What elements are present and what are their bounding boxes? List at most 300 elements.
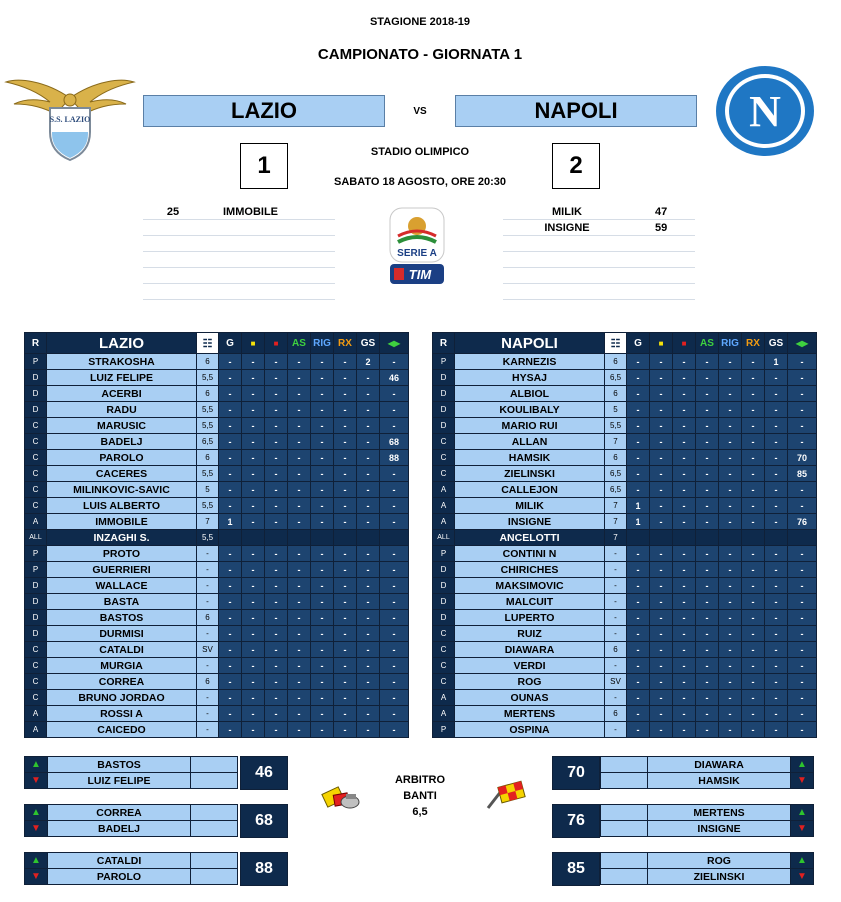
player-role: A — [433, 482, 455, 498]
player-role: C — [433, 450, 455, 466]
yellow-card-icon: ■ — [242, 333, 265, 354]
player-stat: - — [288, 562, 311, 578]
player-stat: - — [334, 386, 357, 402]
player-stat: - — [719, 706, 742, 722]
player-vote: 7 — [197, 514, 219, 530]
player-stat: - — [334, 610, 357, 626]
table-row — [25, 594, 409, 610]
player-stat: - — [765, 658, 788, 674]
player-vote: - — [197, 722, 219, 738]
player-stat: - — [288, 626, 311, 642]
player-stat: - — [696, 514, 719, 530]
player-role: D — [433, 594, 455, 610]
player-stat: - — [380, 562, 409, 578]
player-role: P — [433, 722, 455, 738]
player-stat: - — [742, 450, 765, 466]
player-stat: - — [673, 706, 696, 722]
player-vote: - — [605, 578, 627, 594]
table-row — [433, 594, 817, 610]
player-stat: - — [219, 482, 242, 498]
player-stat: - — [742, 674, 765, 690]
player-vote: - — [197, 626, 219, 642]
player-role: C — [25, 498, 47, 514]
player-stat: - — [788, 402, 817, 418]
player-stat: - — [242, 386, 265, 402]
player-stat: - — [742, 594, 765, 610]
player-stat: - — [357, 706, 380, 722]
player-stat: - — [719, 562, 742, 578]
player-name: ACERBI — [47, 386, 197, 402]
player-stat: - — [357, 642, 380, 658]
player-vote: 5 — [605, 402, 627, 418]
player-stat: - — [311, 466, 334, 482]
away-sub-1 — [552, 756, 816, 790]
away-score: 2 — [552, 143, 600, 189]
player-role: D — [25, 626, 47, 642]
player-stat: - — [627, 594, 650, 610]
player-stat: - — [357, 546, 380, 562]
player-stat: - — [242, 354, 265, 370]
player-vote: 6 — [197, 354, 219, 370]
player-stat: - — [311, 386, 334, 402]
col-missed: RX — [742, 333, 765, 354]
player-stat: - — [265, 674, 288, 690]
player-stat: - — [696, 626, 719, 642]
player-stat: - — [380, 706, 409, 722]
player-stat: - — [650, 498, 673, 514]
player-role: C — [25, 482, 47, 498]
away-scorers-table — [503, 204, 695, 300]
player-stat: - — [334, 722, 357, 738]
player-stat: - — [219, 370, 242, 386]
player-stat: - — [219, 706, 242, 722]
player-stat: - — [627, 386, 650, 402]
player-stat: - — [265, 706, 288, 722]
player-name: CORREA — [47, 674, 197, 690]
player-name: CACERES — [47, 466, 197, 482]
player-stat: - — [650, 466, 673, 482]
player-stat: - — [765, 674, 788, 690]
player-stat: - — [242, 690, 265, 706]
player-stat: - — [765, 722, 788, 738]
player-stat: - — [627, 370, 650, 386]
player-stat: - — [650, 354, 673, 370]
player-vote: 6,5 — [605, 482, 627, 498]
table-row — [25, 418, 409, 434]
sub-in-name: ROG — [648, 853, 791, 869]
player-stat: - — [357, 722, 380, 738]
player-vote: 6 — [197, 674, 219, 690]
player-stat: - — [627, 354, 650, 370]
player-stat: - — [288, 642, 311, 658]
player-stat: - — [265, 418, 288, 434]
player-stat: - — [719, 370, 742, 386]
player-stat: - — [380, 690, 409, 706]
player-stat: - — [219, 434, 242, 450]
player-stat: - — [742, 722, 765, 738]
player-stat: - — [696, 674, 719, 690]
player-stat: - — [650, 674, 673, 690]
player-vote: 6 — [197, 386, 219, 402]
referee-whistle-icon — [318, 776, 364, 816]
player-stat: - — [742, 402, 765, 418]
player-stat: - — [765, 482, 788, 498]
player-stat: - — [627, 418, 650, 434]
player-vote: SV — [197, 642, 219, 658]
player-stat: - — [288, 402, 311, 418]
player-role: C — [25, 690, 47, 706]
player-stat: - — [357, 482, 380, 498]
player-vote: 5,5 — [197, 370, 219, 386]
sub-in-icon: ▲ — [791, 805, 814, 821]
player-stat: - — [288, 514, 311, 530]
player-stat: - — [357, 674, 380, 690]
player-stat: - — [673, 466, 696, 482]
player-stat: - — [673, 562, 696, 578]
player-stat: - — [311, 594, 334, 610]
player-stat: - — [334, 690, 357, 706]
match-date: SABATO 18 AGOSTO, ORE 20:30 — [334, 176, 506, 188]
player-role: A — [433, 690, 455, 706]
player-stat: - — [627, 674, 650, 690]
player-name: ROSSI A — [47, 706, 197, 722]
player-stat: - — [288, 418, 311, 434]
player-name: OUNAS — [455, 690, 605, 706]
sub-in-name: DIAWARA — [648, 757, 791, 773]
red-card-icon: ■ — [265, 333, 288, 354]
player-vote: - — [197, 578, 219, 594]
player-stat: 1 — [627, 498, 650, 514]
player-vote: 5,5 — [605, 418, 627, 434]
player-stat: 85 — [788, 466, 817, 482]
player-role: D — [25, 578, 47, 594]
table-row — [25, 626, 409, 642]
player-stat: - — [673, 386, 696, 402]
player-stat: - — [265, 722, 288, 738]
player-stat: - — [311, 578, 334, 594]
player-stat: - — [242, 594, 265, 610]
player-name: MALCUIT — [455, 594, 605, 610]
sub-out-name: HAMSIK — [648, 773, 791, 789]
player-stat: - — [242, 482, 265, 498]
player-stat: - — [742, 482, 765, 498]
player-stat: - — [288, 434, 311, 450]
season-label: STAGIONE 2018-19 — [369, 16, 471, 28]
player-stat: - — [219, 610, 242, 626]
player-vote: 6 — [605, 386, 627, 402]
player-stat: - — [765, 642, 788, 658]
player-stat: - — [650, 386, 673, 402]
player-name: ZIELINSKI — [455, 466, 605, 482]
table-row — [25, 690, 409, 706]
sub-in-icon: ▲ — [791, 757, 814, 773]
player-stat: - — [765, 706, 788, 722]
player-stat: - — [627, 578, 650, 594]
player-stat: - — [719, 514, 742, 530]
player-stat: - — [288, 498, 311, 514]
player-stat: - — [719, 418, 742, 434]
player-stat: - — [673, 514, 696, 530]
player-stat: - — [311, 706, 334, 722]
player-vote: - — [197, 546, 219, 562]
player-stat: - — [288, 722, 311, 738]
table-row — [433, 578, 817, 594]
player-name: ALBIOL — [455, 386, 605, 402]
player-stat: - — [265, 402, 288, 418]
player-stat: - — [696, 642, 719, 658]
player-name: CHIRICHES — [455, 562, 605, 578]
player-stat: - — [719, 402, 742, 418]
player-stat: - — [788, 658, 817, 674]
sub-in-icon: ▲ — [25, 805, 48, 821]
home-score: 1 — [240, 143, 288, 189]
player-stat: - — [742, 354, 765, 370]
player-vote: 7 — [605, 514, 627, 530]
player-role: D — [25, 402, 47, 418]
table-row — [433, 626, 817, 642]
player-stat: - — [288, 450, 311, 466]
player-name: LUIZ FELIPE — [47, 370, 197, 386]
player-name: CALLEJON — [455, 482, 605, 498]
player-stat: - — [357, 690, 380, 706]
player-stat: - — [765, 386, 788, 402]
sub-in-name: CORREA — [48, 805, 191, 821]
table-row — [433, 690, 817, 706]
player-stat: - — [719, 450, 742, 466]
player-stat: - — [719, 658, 742, 674]
away-lineup-table — [432, 332, 817, 738]
player-stat: - — [311, 626, 334, 642]
player-stat: - — [627, 690, 650, 706]
player-role: D — [433, 402, 455, 418]
coach-role: ALL — [25, 530, 47, 546]
table-row — [25, 562, 409, 578]
table-row — [25, 514, 409, 530]
player-stat: - — [242, 434, 265, 450]
player-stat: - — [265, 578, 288, 594]
coach-name: INZAGHI S. — [47, 530, 197, 546]
player-stat: - — [219, 546, 242, 562]
player-stat: - — [650, 706, 673, 722]
player-stat: - — [696, 594, 719, 610]
player-stat: - — [242, 706, 265, 722]
player-stat: - — [696, 418, 719, 434]
player-vote: - — [605, 722, 627, 738]
player-stat: - — [334, 450, 357, 466]
col-role: R — [25, 333, 47, 354]
player-stat: - — [650, 594, 673, 610]
player-role: P — [433, 354, 455, 370]
player-stat: - — [765, 514, 788, 530]
col-missed: RX — [334, 333, 357, 354]
player-stat: - — [788, 706, 817, 722]
player-name: MILIK — [455, 498, 605, 514]
player-stat: - — [242, 610, 265, 626]
player-vote: 5 — [197, 482, 219, 498]
player-stat: - — [696, 578, 719, 594]
player-stat: - — [219, 722, 242, 738]
player-name: CAICEDO — [47, 722, 197, 738]
player-stat: - — [673, 546, 696, 562]
player-stat: - — [334, 482, 357, 498]
sub-in-name: CATALDI — [48, 853, 191, 869]
player-vote: - — [197, 706, 219, 722]
player-stat: - — [719, 386, 742, 402]
player-name: MARIO RUI — [455, 418, 605, 434]
player-stat: - — [311, 722, 334, 738]
table-header — [433, 333, 817, 354]
sub-out-name: INSIGNE — [648, 821, 791, 837]
player-name: STRAKOSHA — [47, 354, 197, 370]
player-stat: - — [311, 418, 334, 434]
player-stat: - — [788, 594, 817, 610]
player-stat: - — [742, 514, 765, 530]
player-stat: - — [219, 498, 242, 514]
player-stat: - — [788, 674, 817, 690]
player-stat: - — [696, 402, 719, 418]
player-name: MURGIA — [47, 658, 197, 674]
player-stat: - — [311, 674, 334, 690]
player-stat: - — [627, 482, 650, 498]
player-name: RUIZ — [455, 626, 605, 642]
table-header — [25, 333, 409, 354]
player-stat: - — [765, 610, 788, 626]
player-name: MARUSIC — [47, 418, 197, 434]
player-stat: - — [719, 498, 742, 514]
player-role: P — [25, 562, 47, 578]
player-stat: - — [265, 450, 288, 466]
player-stat: - — [219, 626, 242, 642]
player-role: C — [433, 626, 455, 642]
player-stat: - — [219, 562, 242, 578]
player-stat: - — [334, 418, 357, 434]
player-role: C — [433, 674, 455, 690]
player-stat: - — [788, 562, 817, 578]
player-stat: - — [219, 642, 242, 658]
player-stat: - — [265, 514, 288, 530]
sub-out-icon: ▼ — [25, 773, 48, 789]
sub-minute: 85 — [552, 852, 600, 886]
player-name: BASTA — [47, 594, 197, 610]
player-stat: - — [311, 658, 334, 674]
player-role: C — [25, 434, 47, 450]
player-stat: - — [673, 498, 696, 514]
table-row — [25, 402, 409, 418]
player-stat: - — [673, 722, 696, 738]
serie-a-text: SERIE A — [397, 248, 437, 259]
player-stat: - — [242, 418, 265, 434]
scorer-minute: 25 — [143, 204, 203, 220]
scorer-row — [503, 204, 695, 220]
player-stat: - — [311, 546, 334, 562]
player-stat: 1 — [219, 514, 242, 530]
player-stat: - — [357, 498, 380, 514]
player-stat: - — [380, 402, 409, 418]
player-stat: - — [673, 578, 696, 594]
vote-icon: ☷ — [197, 333, 219, 354]
sub-in-icon: ▲ — [25, 853, 48, 869]
player-stat: - — [242, 626, 265, 642]
player-stat: - — [380, 610, 409, 626]
table-row — [25, 466, 409, 482]
player-stat: - — [311, 562, 334, 578]
vote-icon: ☷ — [605, 333, 627, 354]
coach-vote: 7 — [605, 530, 627, 546]
player-stat: - — [742, 386, 765, 402]
player-stat: - — [627, 610, 650, 626]
player-stat: - — [242, 674, 265, 690]
table-row — [433, 722, 817, 738]
player-stat: - — [265, 482, 288, 498]
player-stat: - — [765, 562, 788, 578]
player-name: MAKSIMOVIC — [455, 578, 605, 594]
player-stat: - — [242, 498, 265, 514]
player-stat: - — [696, 434, 719, 450]
player-stat: - — [380, 514, 409, 530]
table-row — [433, 706, 817, 722]
sub-minute: 46 — [240, 756, 288, 790]
player-stat: - — [742, 642, 765, 658]
player-stat: - — [627, 626, 650, 642]
player-stat: - — [627, 434, 650, 450]
home-lineup-table — [24, 332, 409, 738]
stadium: STADIO OLIMPICO — [370, 146, 470, 158]
table-row — [25, 386, 409, 402]
home-sub-1 — [24, 756, 288, 790]
player-stat: - — [380, 674, 409, 690]
player-stat: - — [765, 450, 788, 466]
player-vote: - — [605, 658, 627, 674]
table-row — [433, 674, 817, 690]
player-vote: SV — [605, 674, 627, 690]
player-stat: - — [627, 722, 650, 738]
player-stat: - — [334, 354, 357, 370]
player-stat: - — [673, 354, 696, 370]
player-role: D — [433, 578, 455, 594]
player-stat: - — [742, 434, 765, 450]
player-role: A — [25, 514, 47, 530]
player-vote: - — [197, 658, 219, 674]
home-team-name: LAZIO — [143, 95, 385, 127]
player-stat: 2 — [357, 354, 380, 370]
scorer-name: MILIK — [503, 204, 631, 220]
player-stat: - — [650, 578, 673, 594]
player-stat: - — [765, 418, 788, 434]
player-stat: - — [265, 562, 288, 578]
yellow-card-icon: ■ — [650, 333, 673, 354]
scorer-name: INSIGNE — [503, 220, 631, 236]
player-stat: - — [380, 466, 409, 482]
player-stat: - — [357, 434, 380, 450]
table-row — [25, 578, 409, 594]
player-stat: - — [357, 386, 380, 402]
player-name: KOULIBALY — [455, 402, 605, 418]
table-row — [25, 546, 409, 562]
player-stat: - — [219, 594, 242, 610]
scorer-minute: 59 — [631, 220, 695, 236]
player-stat: - — [650, 514, 673, 530]
player-role: C — [25, 466, 47, 482]
player-stat: - — [788, 722, 817, 738]
player-stat: - — [357, 450, 380, 466]
player-stat: - — [334, 546, 357, 562]
player-stat: - — [719, 482, 742, 498]
player-stat: - — [788, 578, 817, 594]
player-stat: - — [719, 722, 742, 738]
player-stat: - — [788, 642, 817, 658]
table-row — [25, 450, 409, 466]
player-stat: - — [288, 658, 311, 674]
